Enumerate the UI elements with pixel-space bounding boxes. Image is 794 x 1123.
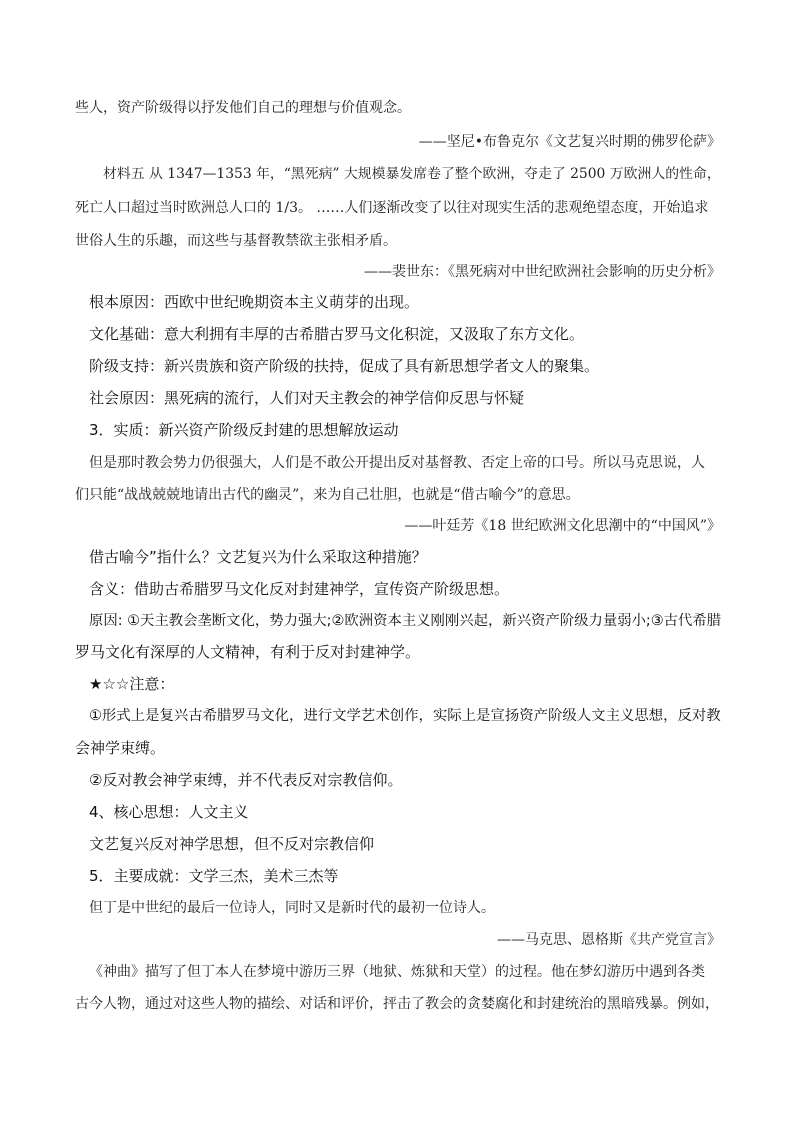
essence-quote-line2: 们只能“战战兢兢地请出古代的幽灵”，来为自己壮胆，也就是“借古喻今”的意思。 — [75, 487, 580, 503]
source-citation-ye: ——叶廷芳《18 世纪欧洲文化思潮中的“中国风”》 — [404, 518, 721, 534]
social-cause-text: 社会原因：黑死病的流行，人们对天主教会的神学信仰反思与怀疑 — [89, 389, 525, 407]
core-idea-heading: 4、核心思想：人文主义 — [89, 803, 249, 821]
source-citation-marx-engels: ——马克思、恩格斯《共产党宣言》 — [497, 932, 721, 948]
achievements-heading: 5．主要成就：文学三杰，美术三杰等 — [89, 867, 339, 885]
dante-quote: 但丁是中世纪的最后一位诗人，同时又是新时代的最初一位诗人。 — [89, 900, 495, 916]
core-idea-text: 文艺复兴反对神学思想，但不反对宗教信仰 — [89, 835, 375, 853]
material-four-tail-text: 些人，资产阶级得以抒发他们自己的理想与价值观念。 — [75, 100, 411, 116]
reason-text-line1: 原因: ①天主教会垄断文化，势力强大;②欧洲资本主义刚刚兴起，新兴资产阶级力量弱小;③古代希腊 — [89, 613, 722, 629]
attention-point1-line1: ①形式上是复兴古希腊罗马文化，进行文学艺术创作，实际上是宣扬资产阶级人文主义思想，反对教 — [89, 708, 721, 724]
essence-heading: 3．实质：新兴资产阶级反封建的思想解放运动 — [89, 421, 399, 439]
source-citation-pei: ——裴世东：《黑死病对中世纪欧洲社会影响的历史分析》 — [364, 264, 721, 280]
material-five-text-line1: 材料五 从 1347—1353 年，“黑死病” 大规模暴发席卷了整个欧洲，夺走了 2500 万欧洲人的性命， — [103, 166, 721, 182]
material-five-text-line3: 世俗人生的乐趣，而这些与基督教禁欲主张相矛盾。 — [75, 233, 397, 249]
question-text: 借古喻今”指什么？文艺复兴为什么采取这种措施？ — [89, 548, 427, 566]
material-five-text-line2: 死亡人口超过当时欧洲总人口的 1/3。 ……人们逐渐改变了以往对现实生活的悲观绝望态度，开始追求 — [75, 200, 709, 216]
reason-text-line2: 罗马文化有深厚的人文精神，有利于反对封建神学。 — [75, 643, 421, 661]
meaning-text: 含义：借助古希腊罗马文化反对封建神学，宣传资产阶级思想。 — [89, 580, 510, 598]
attention-heading: ★☆☆注意： — [89, 675, 175, 693]
class-support-text: 阶级支持：新兴贵族和资产阶级的扶持，促成了具有新思想学者文人的聚集。 — [89, 357, 600, 375]
divine-comedy-text-line1: 《神曲》描写了但丁本人在梦境中游历三界（地狱、炼狱和天堂）的过程。他在梦幻游历中遇到各类 — [89, 964, 705, 980]
attention-point1-line2: 会神学束缚。 — [75, 739, 166, 757]
attention-point2: ②反对教会神学束缚，并不代表反对宗教信仰。 — [89, 771, 403, 789]
essence-quote-line1: 但是那时教会势力仍很强大，人们是不敢公开提出反对基督教、否定上帝的口号。所以马克思说，人 — [89, 455, 705, 471]
root-cause-text: 根本原因：西欧中世纪晚期资本主义萌芽的出现。 — [89, 293, 420, 311]
source-citation-brucker: ——坚尼•布鲁克尔《文艺复兴时期的佛罗伦萨》 — [418, 134, 721, 150]
divine-comedy-text-line2: 古今人物，通过对这些人物的描绘、对话和评价，抨击了教会的贪婪腐化和封建统治的黑暗残暴。例如， — [75, 996, 719, 1012]
cultural-basis-text: 文化基础：意大利拥有丰厚的古希腊古罗马文化积淀，又汲取了东方文化。 — [89, 325, 585, 343]
